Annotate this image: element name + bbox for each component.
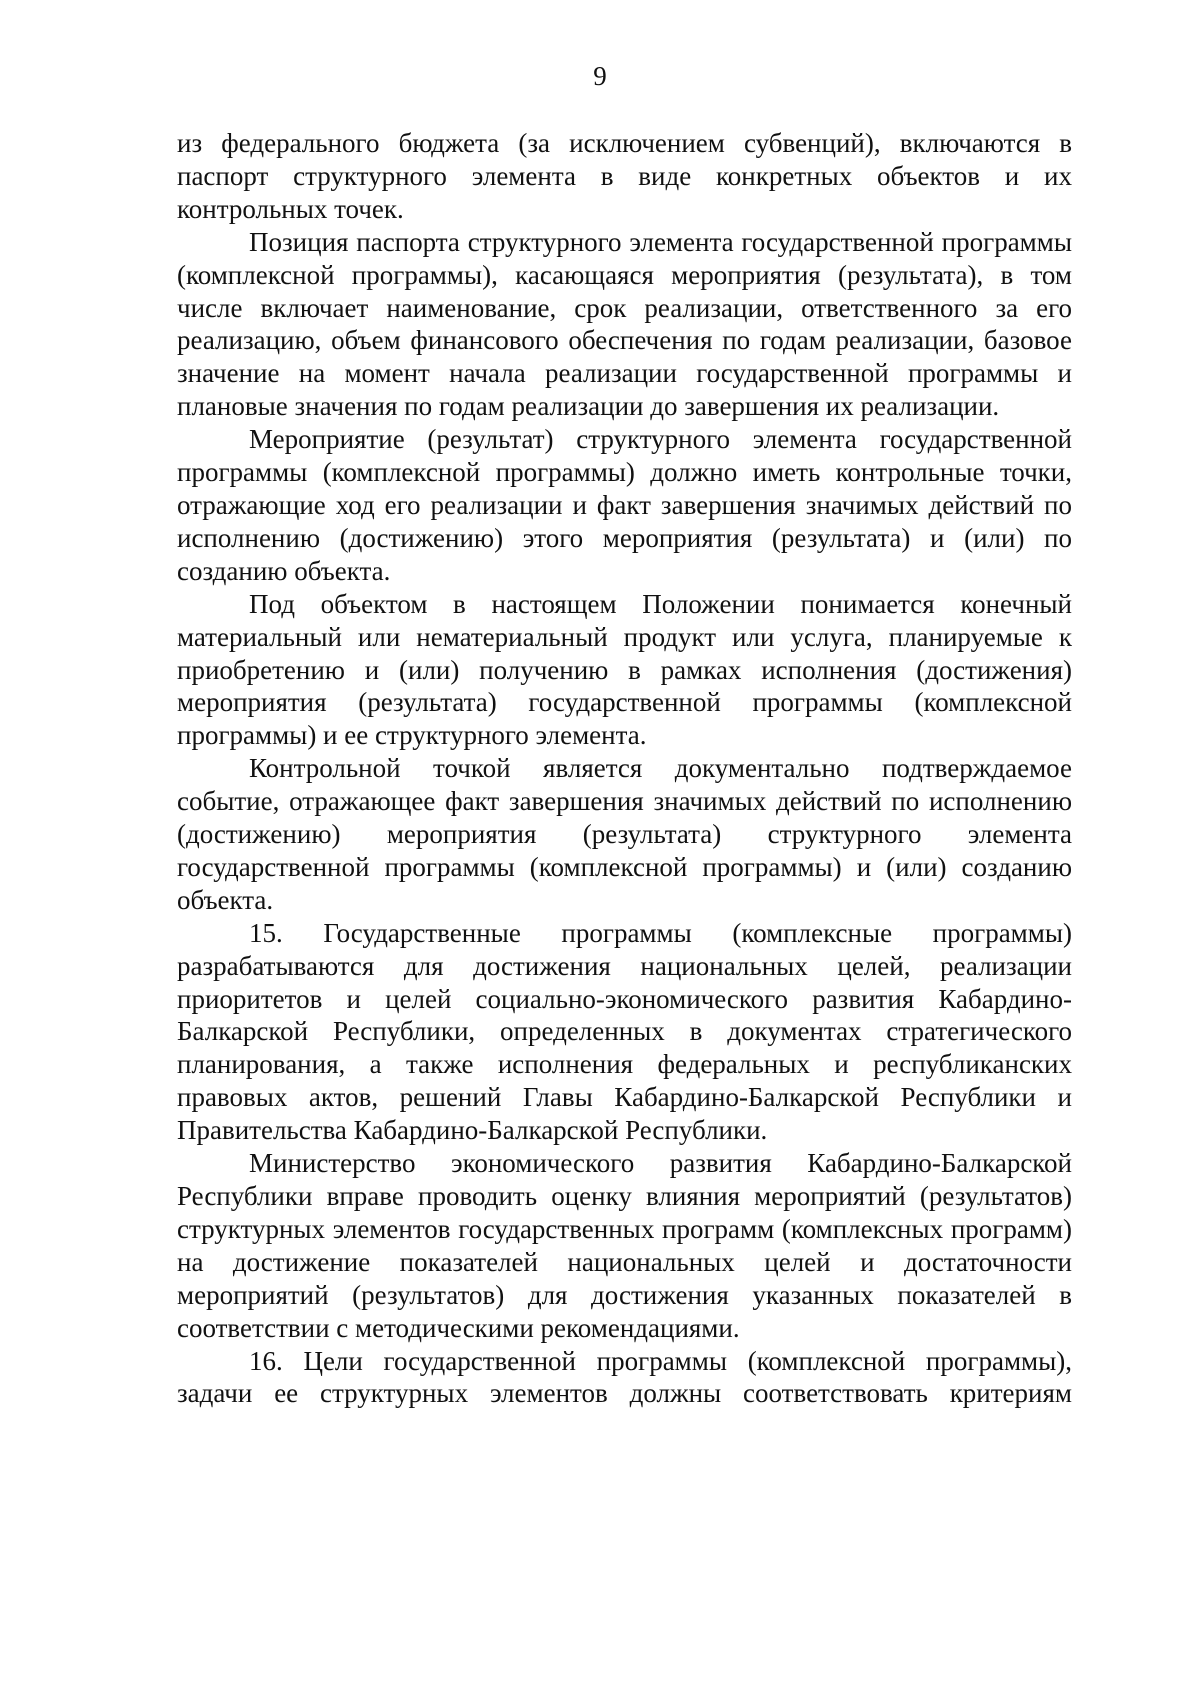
paragraph-item-15: 15. Государственные программы (комплексные программы) разрабатываются для достижения национальных целей, реализации приоритетов и целей социально-экономического развития Кабардино-Балкарской Республики, определенных в документах стратегического планирования, а также исполнения федеральных и республиканских правовых актов, решений Главы Кабардино-Балкарской Республики и Правительства Кабардино-Балкарской Республики. [177,917,1072,1146]
paragraph-ministry-assessment: Министерство экономического развития Кабардино-Балкарской Республики вправе проводить оценку влияния мероприятий (результатов) структурных элементов государственных программ (комплексных программ) на достижение показателей национальных целей и достаточности мероприятий (результатов) для достижения указанных показателей в соответствии с методическими рекомендациями. [177,1148,1072,1343]
paragraph-measure-checkpoints: Мероприятие (результат) структурного элемента государственной программы (комплексной программы) должно иметь контрольные точки, отражающие ход его реализации и факт завершения значимых действий по исполнению (достижению) этого мероприятия (результата) и (или) по созданию объекта. [177,424,1072,586]
paragraph-continuation: из федерального бюджета (за исключением субвенций), включаются в паспорт структурного элемента в виде конкретных объектов и их контрольных точек. [177,128,1072,224]
paragraph-checkpoint-definition: Контрольной точкой является документально подтверждаемое событие, отражающее факт завершения значимых действий по исполнению (достижению) мероприятия (результата) структурного элемента государственной программы (комплексной программы) и (или) созданию объекта. [177,753,1072,915]
document-body [177,127,1072,1410]
paragraph-object-definition: Под объектом в настоящем Положении понимается конечный материальный или нематериальный продукт или услуга, планируемые к приобретению и (или) получению в рамках исполнения (достижения) мероприятия (результата) государственной программы (комплексной программы) и ее структурного элемента. [177,588,1072,751]
paragraph-passport-position: Позиция паспорта структурного элемента государственной программы (комплексной программы), касающаяся мероприятия (результата), в том числе включает наименование, срок реализации, ответственного за его реализацию, объем финансового обеспечения по годам реализации, базовое значение на момент начала реализации государственной программы и плановые значения по годам реализации до завершения их реализации. [177,226,1072,422]
page-number: 9 [593,61,607,91]
paragraph-item-16: 16. Цели государственной программы (комплексной программы), задачи ее структурных элементов должны соответствовать критериям [177,1345,1072,1409]
